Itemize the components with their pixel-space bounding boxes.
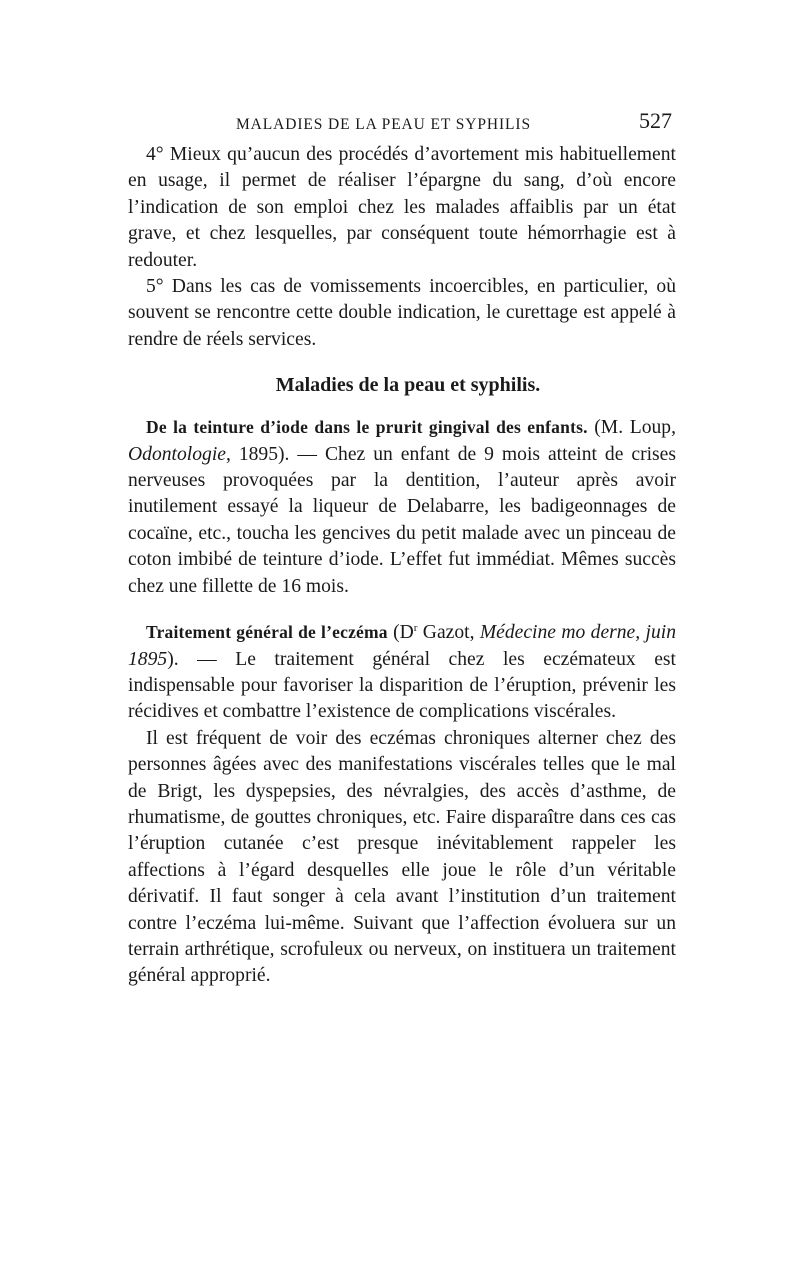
- article-traitement-eczema: [128, 619, 676, 726]
- author-name: Gazot,: [417, 622, 480, 644]
- author-title-sup: r: [413, 622, 418, 635]
- article-title: De la teinture d’iode dans le prurit gingival des enfants.: [146, 417, 588, 438]
- author-prefix: (D: [387, 622, 414, 644]
- article-body: Chez un enfant de 9 mois atteint de crises nerveuses provoquées par la dentition, l’auteur après avoir inutilement essayé la liqueur de Delabarre, les badigeonnages de cocaïne, etc., toucha les gencives du petit malade avec un pinceau de coton imbibé de teinture d’iode. L’effet fut immédiat. Mêmes succès chez une fillette de 16 mois.: [128, 443, 676, 597]
- article-teinture-iode: [128, 414, 676, 600]
- running-title: MALADIES DE LA PEAU ET SYPHILIS: [236, 116, 531, 133]
- running-header: [128, 108, 676, 142]
- point-4-paragraph: 4° Mieux qu’aucun des procédés d’avortement mis habituellement en usage, il permet de réaliser l’épargne du sang, d’où encore l’indication de son emploi chez les malades affaiblis par un état grave, et chez lesquelles, par conséquent toute hémorrhagie est à redouter.: [128, 144, 676, 271]
- section-heading: Maladies de la peau et syphilis.: [275, 374, 541, 397]
- source-close: ). —: [167, 648, 236, 670]
- source-close: , 1895). —: [225, 443, 325, 465]
- page-number: 527: [639, 108, 672, 133]
- source-journal: Odontologie: [128, 443, 226, 465]
- eczema-paragraph-2: Il est fréquent de voir des eczémas chroniques alterner chez des personnes âgées avec des manifestations viscérales telles que le mal de Brigt, les dyspepsies, des névralgies, des accès d’asthme, de rhumatisme, de gouttes chroniques, etc. Faire disparaître dans ces cas l’éruption cutanée c’est presque inévitablement rappeler les affections à l’égard desquelles elle joue le rôle d’un véritable dérivatif. Il faut songer à cela avant l’institution d’un traitement contre l’eczéma lui-même. Suivant que l’affection évoluera sur un terrain arthrétique, scrofuleux ou nerveux, on instituera un traitement général approprié.: [128, 727, 676, 987]
- source-open: (M. Loup,: [594, 417, 676, 439]
- book-page: [128, 108, 676, 990]
- article-title: Traitement général de l’eczéma: [146, 622, 388, 643]
- point-5-paragraph: 5° Dans les cas de vomissements incoercibles, en particulier, où souvent se rencontre cette double indication, le curettage est appelé à rendre de réels services.: [128, 276, 676, 350]
- article-body: Le traitement général chez les eczémateux est indispensable pour favoriser la disparition de l’éruption, prévenir les récidives et combattre l’existence de complications viscérales.: [128, 648, 676, 723]
- source-journal: Médecine mo derne, juin 1895: [128, 622, 676, 670]
